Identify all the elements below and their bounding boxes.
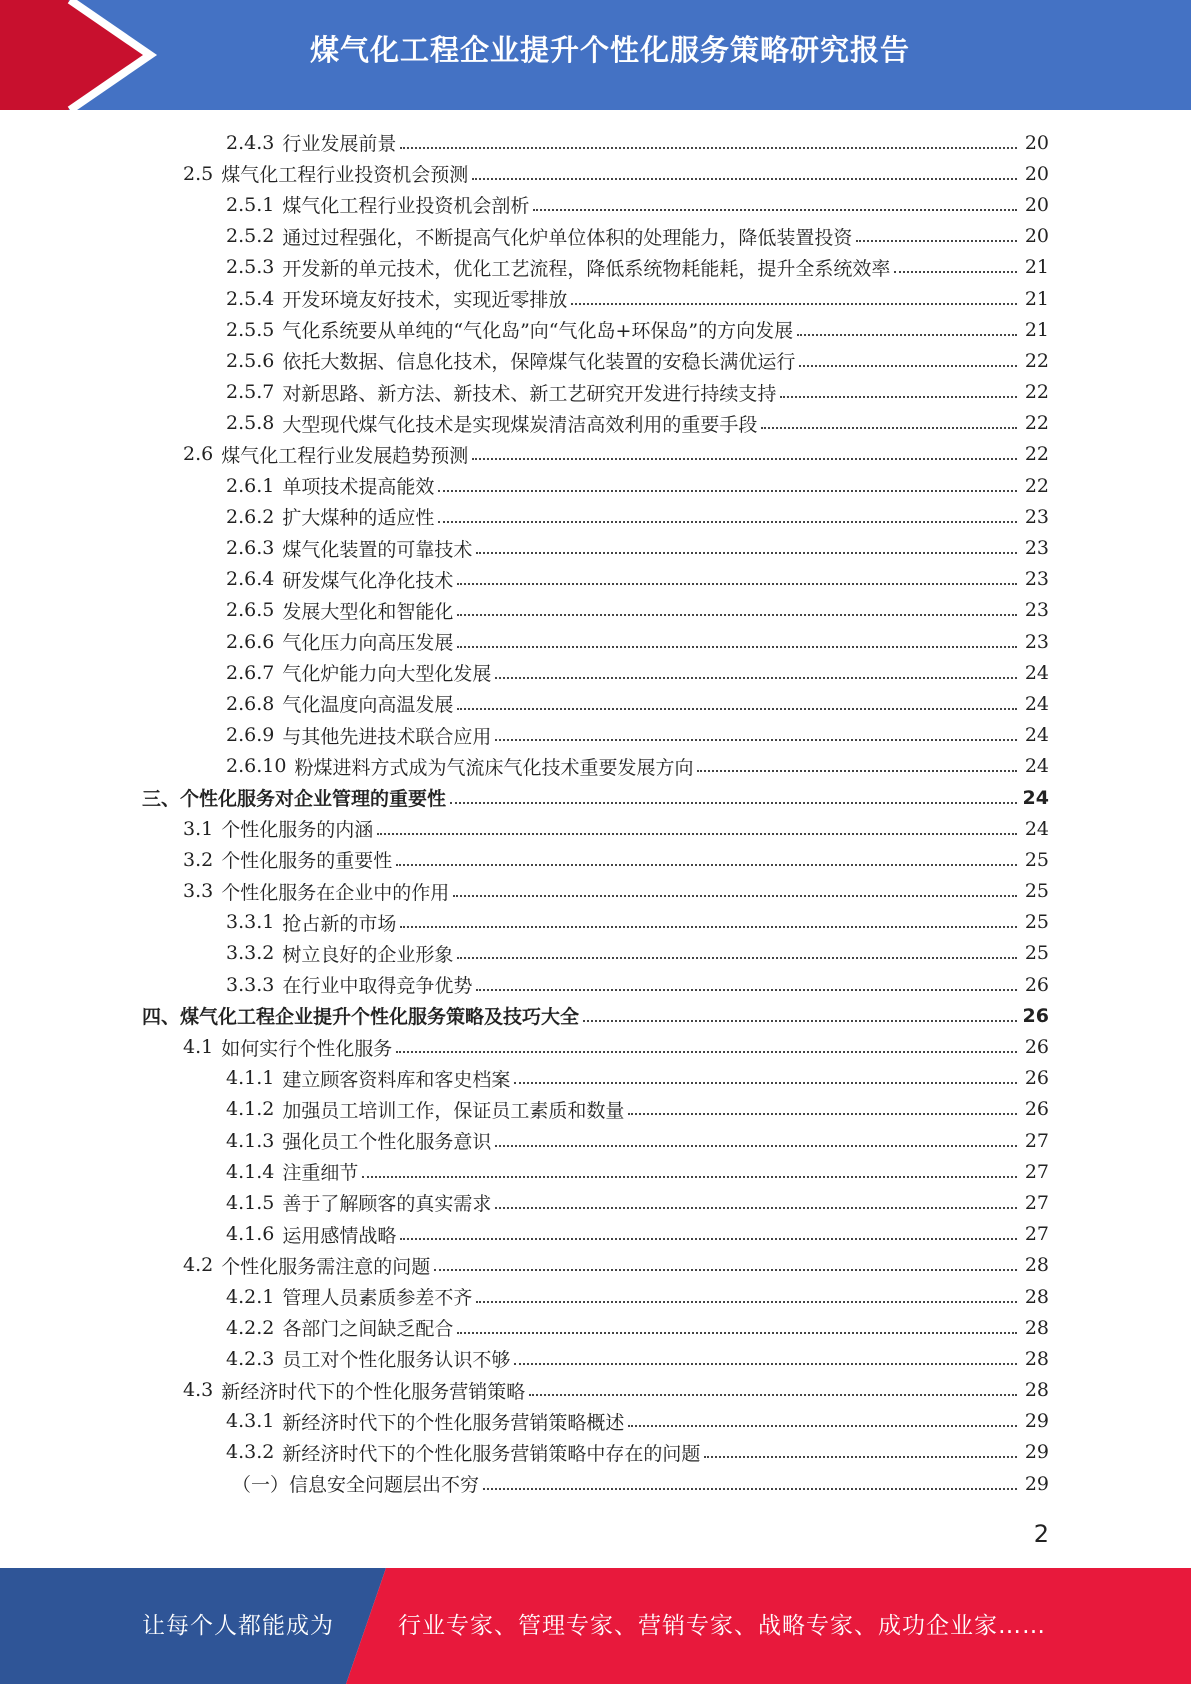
toc-entry[interactable] xyxy=(0,1063,1191,1094)
toc-entry-page: 20 xyxy=(1024,225,1049,248)
toc-entry-page: 25 xyxy=(1024,911,1049,934)
toc-entry-page: 20 xyxy=(1024,193,1049,216)
toc-leader-dots xyxy=(476,552,1017,554)
toc-entry-page: 24 xyxy=(1024,692,1049,715)
toc-entry-page: 25 xyxy=(1024,880,1049,903)
footer-band xyxy=(0,1568,1191,1684)
toc-entry-number: 3.2 xyxy=(183,848,214,871)
toc-entry-title: 个性化服务的重要性 xyxy=(221,850,393,873)
toc-entry-number: 2.5.1 xyxy=(226,193,275,216)
toc-entry-title: 个性化服务在企业中的作用 xyxy=(221,881,450,904)
toc-entry[interactable] xyxy=(0,1031,1191,1062)
toc-entry-page: 24 xyxy=(1024,661,1049,684)
toc-leader-dots xyxy=(704,1456,1017,1458)
toc-entry-title: 依托大数据、信息化技术，保障煤气化装置的安稳长满优运行 xyxy=(282,351,796,374)
toc-entry[interactable] xyxy=(0,657,1191,688)
toc-entry[interactable] xyxy=(0,1468,1191,1499)
toc-entry[interactable] xyxy=(0,283,1191,314)
toc-entry-page: 27 xyxy=(1024,1191,1049,1214)
toc-entry-number: 3.1 xyxy=(183,817,214,840)
toc-entry[interactable] xyxy=(0,345,1191,376)
toc-leader-dots xyxy=(495,1207,1017,1209)
toc-entry-page: 21 xyxy=(1024,318,1049,341)
toc-leader-dots xyxy=(453,895,1017,897)
toc-entry-title: 煤气化工程行业投资机会预测 xyxy=(221,164,469,187)
toc-leader-dots xyxy=(472,458,1017,460)
toc-entry-page: 28 xyxy=(1024,1316,1049,1339)
toc-leader-dots xyxy=(438,490,1017,492)
toc-entry[interactable] xyxy=(0,221,1191,252)
toc-entry-page: 26 xyxy=(1024,973,1049,996)
header-band xyxy=(0,0,1191,110)
toc-entry[interactable] xyxy=(0,252,1191,283)
toc-leader-dots xyxy=(476,989,1017,991)
toc-leader-dots xyxy=(438,521,1017,523)
toc-leader-dots xyxy=(761,427,1017,429)
toc-leader-dots xyxy=(450,802,1017,804)
toc-entry-page: 20 xyxy=(1024,162,1049,185)
toc-entry-title: 开发环境友好技术，实现近零排放 xyxy=(282,289,568,312)
toc-entry-number: 3.3 xyxy=(183,880,214,903)
toc-leader-dots xyxy=(396,1051,1017,1053)
toc-entry-title: 行业发展前景 xyxy=(282,133,397,156)
toc-entry[interactable] xyxy=(0,1125,1191,1156)
toc-entry-page: 24 xyxy=(1024,817,1049,840)
toc-leader-dots xyxy=(628,1113,1017,1115)
toc-leader-dots xyxy=(799,365,1017,367)
toc-entry-number: 4.1.6 xyxy=(226,1223,275,1246)
toc-leader-dots xyxy=(514,1363,1017,1365)
toc-leader-dots xyxy=(396,864,1017,866)
toc-entry-title: 建立顾客资料库和客史档案 xyxy=(282,1068,511,1091)
toc-entry[interactable] xyxy=(0,408,1191,439)
toc-leader-dots xyxy=(400,926,1017,928)
toc-entry[interactable] xyxy=(0,1094,1191,1125)
toc-entry-page: 26 xyxy=(1024,1036,1049,1059)
toc-entry[interactable] xyxy=(0,1312,1191,1343)
toc-entry-page: 21 xyxy=(1024,256,1049,279)
toc-entry-page: 24 xyxy=(1022,786,1049,809)
header-arrow-icon xyxy=(0,0,160,110)
toc-entry-number: 4.1.2 xyxy=(226,1098,275,1121)
toc-entry-page: 26 xyxy=(1024,1067,1049,1090)
toc-entry-page: 26 xyxy=(1024,1098,1049,1121)
toc-leader-dots xyxy=(856,240,1017,242)
toc-entry-title: 抢占新的市场 xyxy=(282,912,397,935)
toc-leader-dots xyxy=(529,1394,1017,1396)
toc-entry-number: 4.3.1 xyxy=(226,1410,275,1433)
toc-entry-page: 22 xyxy=(1024,474,1049,497)
toc-entry-title: 与其他先进技术联合应用 xyxy=(282,725,492,748)
document-title: 煤气化工程企业提升个性化服务策略研究报告 xyxy=(309,33,910,67)
toc-leader-dots xyxy=(495,1145,1017,1147)
toc-leader-dots xyxy=(894,271,1017,273)
toc-leader-dots xyxy=(628,1425,1017,1427)
toc-entry-number: 4.1.5 xyxy=(226,1191,275,1214)
toc-entry-page: 24 xyxy=(1024,724,1049,747)
toc-entry-number: 2.6.10 xyxy=(226,755,287,778)
toc-leader-dots xyxy=(400,1238,1017,1240)
toc-entry[interactable] xyxy=(0,782,1191,813)
toc-leader-dots xyxy=(583,1020,1017,1022)
toc-entry-page: 22 xyxy=(1024,349,1049,372)
footer-slogan-left: 让每个人都能成为 xyxy=(142,1613,334,1639)
toc-entry-page: 28 xyxy=(1024,1379,1049,1402)
toc-leader-dots xyxy=(697,770,1017,772)
toc-entry-page: 23 xyxy=(1024,505,1049,528)
toc-entry-number: 4.1.1 xyxy=(226,1067,275,1090)
toc-entry-title: 发展大型化和智能化 xyxy=(282,600,454,623)
toc-entry[interactable] xyxy=(0,813,1191,844)
toc-entry-number: 2.6 xyxy=(183,443,214,466)
toc-entry[interactable] xyxy=(0,127,1191,158)
toc-leader-dots xyxy=(457,957,1017,959)
toc-entry-number: 2.6.8 xyxy=(226,692,275,715)
toc-entry[interactable] xyxy=(0,1156,1191,1187)
toc-leader-dots xyxy=(362,1176,1017,1178)
toc-entry[interactable] xyxy=(0,1281,1191,1312)
toc-entry-page: 25 xyxy=(1024,848,1049,871)
toc-entry[interactable] xyxy=(0,720,1191,751)
toc-entry[interactable] xyxy=(0,158,1191,189)
toc-entry[interactable] xyxy=(0,1250,1191,1281)
toc-entry-number: 2.4.3 xyxy=(226,131,275,154)
toc-entry-title: 单项技术提高能效 xyxy=(282,476,435,499)
toc-entry-page: 29 xyxy=(1024,1410,1049,1433)
toc-entry-page: 28 xyxy=(1024,1347,1049,1370)
toc-leader-dots xyxy=(797,334,1017,336)
toc-entry-number: 2.5.7 xyxy=(226,381,275,404)
toc-entry-page: 25 xyxy=(1024,942,1049,965)
toc-entry[interactable] xyxy=(0,1187,1191,1218)
toc-leader-dots xyxy=(434,1269,1017,1271)
toc-entry-title: （一）信息安全问题层出不穷 xyxy=(232,1474,480,1497)
toc-entry-title: 员工对个性化服务认识不够 xyxy=(282,1349,511,1372)
toc-leader-dots xyxy=(483,1488,1017,1490)
toc-entry[interactable] xyxy=(0,470,1191,501)
toc-entry-page: 28 xyxy=(1024,1285,1049,1308)
toc-entry-number: 2.6.3 xyxy=(226,537,275,560)
toc-entry-title: 加强员工培训工作，保证员工素质和数量 xyxy=(282,1099,625,1122)
footer-slogan-right: 行业专家、管理专家、营销专家、战略专家、成功企业家…… xyxy=(398,1613,1046,1639)
toc-entry[interactable] xyxy=(0,564,1191,595)
toc-entry-number: 2.5.4 xyxy=(226,287,275,310)
toc-entry-title: 善于了解顾客的真实需求 xyxy=(282,1193,492,1216)
toc-entry[interactable] xyxy=(0,314,1191,345)
toc-entry-title: 注重细节 xyxy=(282,1162,359,1185)
toc-entry-number: 2.5.2 xyxy=(226,225,275,248)
toc-leader-dots xyxy=(514,1082,1017,1084)
toc-entry-number: 3.3.1 xyxy=(226,911,275,934)
toc-entry-number: 4.2.2 xyxy=(226,1316,275,1339)
toc-entry[interactable] xyxy=(0,751,1191,782)
toc-entry-title: 粉煤进料方式成为气流床气化技术重要发展方向 xyxy=(294,756,694,779)
toc-entry-page: 20 xyxy=(1024,131,1049,154)
toc-entry-title: 运用感情战略 xyxy=(282,1224,397,1247)
toc-entry-page: 23 xyxy=(1024,537,1049,560)
toc-entry-page: 23 xyxy=(1024,568,1049,591)
toc-entry-number: 2.5.3 xyxy=(226,256,275,279)
toc-entry-page: 23 xyxy=(1024,599,1049,622)
toc-leader-dots xyxy=(457,708,1017,710)
toc-entry-title: 对新思路、新方法、新技术、新工艺研究开发进行持续支持 xyxy=(282,382,777,405)
toc-entry[interactable] xyxy=(0,501,1191,532)
toc-leader-dots xyxy=(533,209,1017,211)
toc-entry-number: 4.2.3 xyxy=(226,1347,275,1370)
toc-entry-number: 2.6.9 xyxy=(226,724,275,747)
toc-entry[interactable] xyxy=(0,1375,1191,1406)
toc-entry-title: 强化员工个性化服务意识 xyxy=(282,1131,492,1154)
toc-entry-title: 在行业中取得竞争优势 xyxy=(282,975,473,998)
toc-entry-title: 气化压力向高压发展 xyxy=(282,632,454,655)
toc-leader-dots xyxy=(377,833,1017,835)
toc-leader-dots xyxy=(457,646,1017,648)
toc-entry-title: 开发新的单元技术，优化工艺流程，降低系统物耗能耗，提升全系统效率 xyxy=(282,257,891,280)
toc-leader-dots xyxy=(476,1301,1017,1303)
toc-entry[interactable] xyxy=(0,1437,1191,1468)
toc-entry-page: 21 xyxy=(1024,287,1049,310)
toc-entry-title: 四、煤气化工程企业提升个性化服务策略及技巧大全 xyxy=(142,1006,580,1029)
toc-leader-dots xyxy=(472,178,1017,180)
toc-leader-dots xyxy=(780,396,1017,398)
toc-entry-page: 27 xyxy=(1024,1223,1049,1246)
toc-entry-title: 气化系统要从单纯的“气化岛”向“气化岛+环保岛”的方向发展 xyxy=(282,320,794,343)
toc-entry-title: 如何实行个性化服务 xyxy=(221,1037,393,1060)
toc-entry-number: 3.3.3 xyxy=(226,973,275,996)
toc-entry-title: 煤气化工程行业发展趋势预测 xyxy=(221,444,469,467)
toc-entry[interactable] xyxy=(0,1343,1191,1374)
toc-entry[interactable] xyxy=(0,969,1191,1000)
toc-entry-title: 树立良好的企业形象 xyxy=(282,943,454,966)
toc-entry-title: 扩大煤种的适应性 xyxy=(282,507,435,530)
toc-leader-dots xyxy=(457,1332,1017,1334)
toc-entry-page: 22 xyxy=(1024,443,1049,466)
toc-entry-title: 煤气化工程行业投资机会剖析 xyxy=(282,195,530,218)
toc-entry-number: 2.5 xyxy=(183,162,214,185)
toc-entry-title: 煤气化装置的可靠技术 xyxy=(282,538,473,561)
toc-entry[interactable] xyxy=(0,377,1191,408)
toc-entry-number: 2.6.7 xyxy=(226,661,275,684)
toc-entry-title: 气化温度向高温发展 xyxy=(282,694,454,717)
toc-entry-number: 2.6.1 xyxy=(226,474,275,497)
toc-entry-page: 27 xyxy=(1024,1160,1049,1183)
toc-entry[interactable] xyxy=(0,1219,1191,1250)
toc-entry-title: 个性化服务需注意的问题 xyxy=(221,1255,431,1278)
toc-entry-page: 29 xyxy=(1024,1441,1049,1464)
toc-entry[interactable] xyxy=(0,595,1191,626)
toc-entry-title: 大型现代煤气化技术是实现煤炭清洁高效利用的重要手段 xyxy=(282,413,758,436)
toc-entry[interactable] xyxy=(0,938,1191,969)
toc-entry-number: 2.5.8 xyxy=(226,412,275,435)
table-of-contents xyxy=(0,127,1191,1499)
toc-entry-title: 新经济时代下的个性化服务营销策略 xyxy=(221,1380,526,1403)
toc-entry-number: 4.3.2 xyxy=(226,1441,275,1464)
toc-entry-title: 新经济时代下的个性化服务营销策略中存在的问题 xyxy=(282,1442,701,1465)
toc-entry-number: 2.6.4 xyxy=(226,568,275,591)
toc-entry-number: 4.1 xyxy=(183,1036,214,1059)
toc-entry-number: 2.6.6 xyxy=(226,630,275,653)
toc-entry-page: 29 xyxy=(1024,1472,1049,1495)
toc-entry-number: 4.2 xyxy=(183,1254,214,1277)
toc-entry[interactable] xyxy=(0,688,1191,719)
toc-entry-page: 22 xyxy=(1024,381,1049,404)
toc-entry-number: 4.1.3 xyxy=(226,1129,275,1152)
toc-entry-number: 4.1.4 xyxy=(226,1160,275,1183)
toc-entry-number: 2.5.5 xyxy=(226,318,275,341)
toc-entry-page: 27 xyxy=(1024,1129,1049,1152)
toc-entry[interactable] xyxy=(0,189,1191,220)
toc-entry-page: 26 xyxy=(1022,1004,1049,1027)
toc-entry-page: 24 xyxy=(1024,755,1049,778)
toc-entry-title: 气化炉能力向大型化发展 xyxy=(282,663,492,686)
toc-leader-dots xyxy=(495,677,1017,679)
toc-entry-number: 2.5.6 xyxy=(226,349,275,372)
toc-entry[interactable] xyxy=(0,907,1191,938)
toc-entry-number: 2.6.5 xyxy=(226,599,275,622)
toc-entry-title: 各部门之间缺乏配合 xyxy=(282,1318,454,1341)
toc-entry[interactable] xyxy=(0,626,1191,657)
toc-entry-title: 个性化服务的内涵 xyxy=(221,819,374,842)
toc-entry[interactable] xyxy=(0,532,1191,563)
toc-entry-page: 22 xyxy=(1024,412,1049,435)
toc-entry-number: 3.3.2 xyxy=(226,942,275,965)
toc-leader-dots xyxy=(457,614,1017,616)
toc-entry-page: 28 xyxy=(1024,1254,1049,1277)
toc-entry-number: 4.2.1 xyxy=(226,1285,275,1308)
toc-entry[interactable] xyxy=(0,439,1191,470)
toc-entry-title: 管理人员素质参差不齐 xyxy=(282,1287,473,1310)
toc-entry-page: 23 xyxy=(1024,630,1049,653)
toc-entry-title: 新经济时代下的个性化服务营销策略概述 xyxy=(282,1411,625,1434)
toc-entry-title: 通过过程强化，不断提高气化炉单位体积的处理能力，降低装置投资 xyxy=(282,226,853,249)
page-number: 2 xyxy=(1033,1520,1049,1548)
toc-entry-number: 2.6.2 xyxy=(226,505,275,528)
toc-leader-dots xyxy=(495,739,1017,741)
toc-entry[interactable] xyxy=(0,1406,1191,1437)
toc-leader-dots xyxy=(457,583,1017,585)
toc-entry[interactable] xyxy=(0,876,1191,907)
toc-leader-dots xyxy=(571,303,1017,305)
toc-entry-title: 三、个性化服务对企业管理的重要性 xyxy=(142,788,447,811)
toc-entry[interactable] xyxy=(0,844,1191,875)
toc-leader-dots xyxy=(400,147,1017,149)
toc-entry-number: 4.3 xyxy=(183,1379,214,1402)
toc-entry-title: 研发煤气化净化技术 xyxy=(282,569,454,592)
toc-entry[interactable] xyxy=(0,1000,1191,1031)
